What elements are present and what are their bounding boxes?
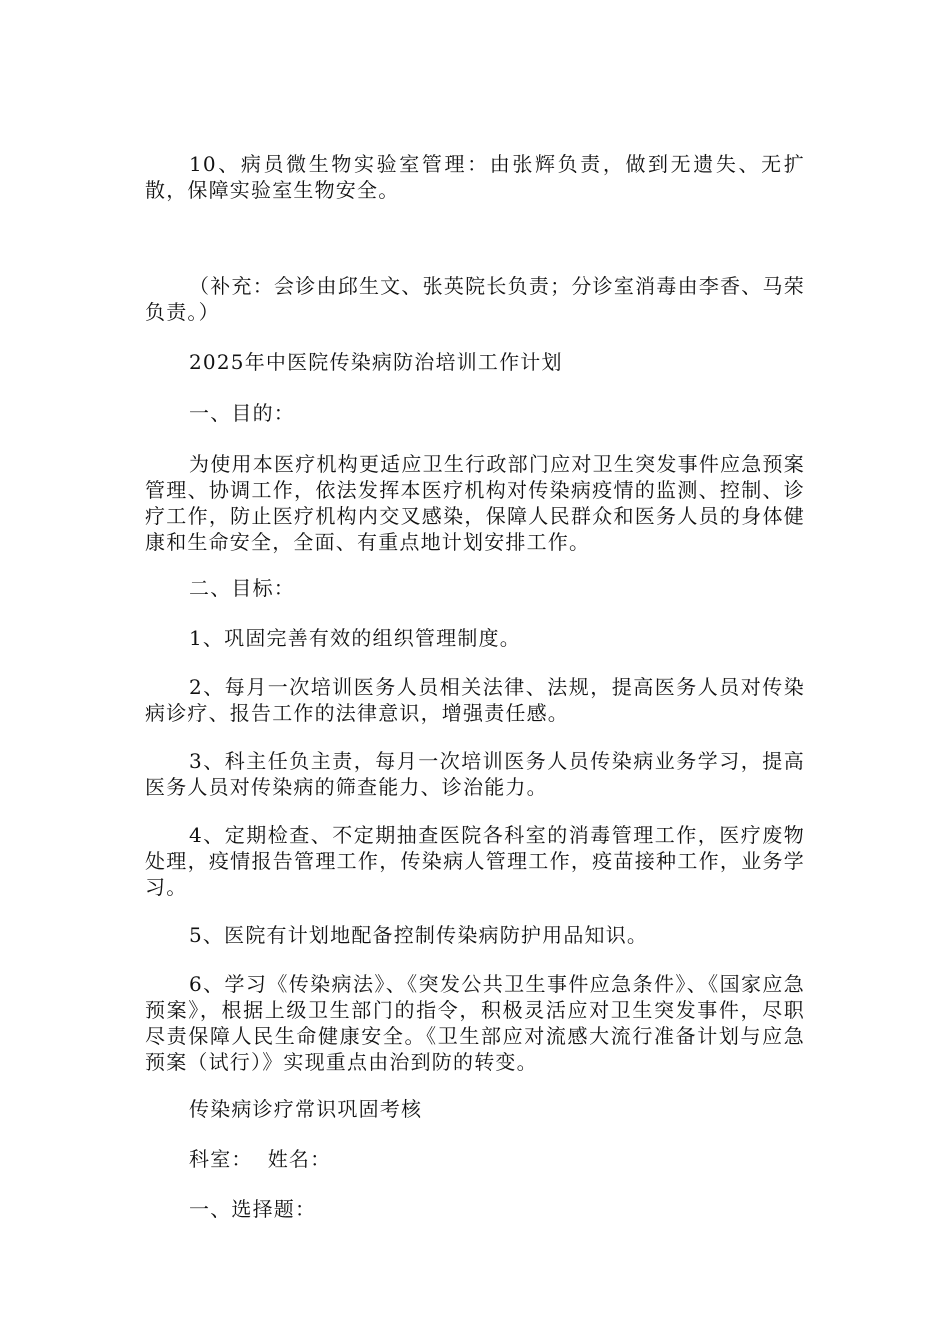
- paragraph-supplement-note: （补充：会诊由邱生文、张英院长负责；分诊室消毒由李香、马荣负责。）: [145, 274, 805, 324]
- goal-item-2: 2、每月一次培训医务人员相关法律、法规，提高医务人员对传染病诊疗、报告工作的法律意识，增强责任感。: [145, 675, 805, 725]
- paragraph-lab-management: 10、病员微生物实验室管理：由张辉负责，做到无遗失、无扩散，保障实验室生物安全。: [145, 152, 805, 202]
- section-heading-goals: 二、目标：: [189, 576, 295, 600]
- section-heading-multiple-choice: 一、选择题：: [189, 1197, 317, 1221]
- paragraph-purpose-body: 为使用本医疗机构更适应卫生行政部门应对卫生突发事件应急预案管理、协调工作，依法发挥本医疗机构对传染病疫情的监测、控制、诊疗工作，防止医疗机构内交叉感染，保障人民群众和医务人员的身体健康和生命安全，全面、有重点地计划安排工作。: [145, 452, 805, 554]
- goal-item-6: 6、学习《传染病法》、《突发公共卫生事件应急条件》、《国家应急预案》，根据上级卫生部门的指令，积极灵活应对卫生突发事件，尽职尽责保障人民生命健康安全。《卫生部应对流感大流行准备计划与应急预案（试行）》实现重点由治到防的转变。: [145, 972, 805, 1074]
- exam-title: 传染病诊疗常识巩固考核: [189, 1097, 423, 1121]
- goal-item-5: 5、医院有计划地配备控制传染病防护用品知识。: [189, 923, 649, 947]
- department-name-line: 科室： 姓名：: [189, 1147, 332, 1171]
- goal-item-4: 4、定期检查、不定期抽查医院各科室的消毒管理工作，医疗废物处理，疫情报告管理工作，传染病人管理工作，疫苗接种工作，业务学习。: [145, 823, 805, 899]
- goal-item-1: 1、巩固完善有效的组织管理制度。: [189, 626, 521, 650]
- goal-item-3: 3、科主任负主责，每月一次培训医务人员传染病业务学习，提高医务人员对传染病的筛查能力、诊治能力。: [145, 749, 805, 799]
- section-heading-purpose: 一、目的：: [189, 401, 295, 425]
- document-title: 2025年中医院传染病防治培训工作计划: [189, 350, 563, 374]
